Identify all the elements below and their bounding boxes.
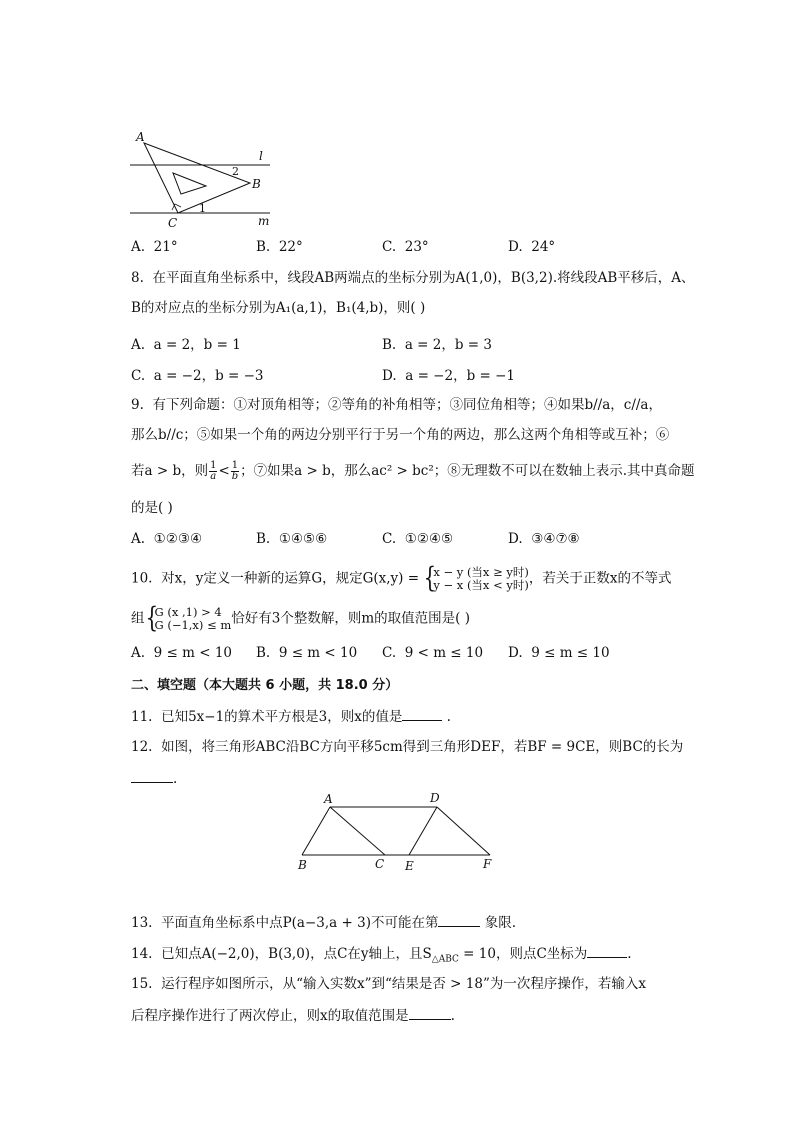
q12-figure [292, 788, 502, 876]
q8-choice-d[interactable]: D. a = −2，b = −1 [382, 368, 516, 384]
section2-heading: 二、填空题（本大题共 6 小题，共 18.0 分） [131, 678, 399, 693]
q7-figure [126, 128, 286, 230]
q10-line1: 10. 对x，y定义一种新的运算G，规定G(x,y) = { x − y (当x ≥ y时) y − x (当x < y时) ，若关于正数x的不等式 [131, 566, 671, 592]
q9-line3: 若a > b，则 $\frac{1}{a}$ < $\frac{1}{b}$ ；⑦如果a > b，那么ac² > bc²；⑧无理数不可以在数轴上表示.其中真命题 [131, 460, 695, 482]
label-l: l [259, 149, 263, 163]
q8-choice-b[interactable]: B. a = 2，b = 3 [382, 337, 492, 353]
q14-answer-blank[interactable] [587, 943, 627, 958]
q12-line2: . [131, 768, 177, 789]
q9-frac1-num: 1 [210, 460, 217, 471]
q10-choice-b[interactable]: B. 9 ≤ m < 10 [256, 645, 358, 661]
label-A: A [136, 130, 145, 144]
q8-choice-a[interactable]: A. a = 2，b = 1 [131, 337, 241, 353]
q15-answer-blank[interactable] [409, 1005, 451, 1020]
label-C: C [168, 216, 178, 230]
segment-DE [409, 807, 437, 855]
q9-frac2-den: b [231, 471, 239, 482]
q11-answer-blank[interactable] [402, 706, 442, 721]
q13-answer-blank[interactable] [438, 912, 480, 927]
q14: 14. 已知点A(−2,0)，B(3,0)，点C在y轴上，且$S_{\triangle ABC} = 10$，则点C坐标为 . [131, 943, 632, 970]
label-E: E [405, 859, 414, 873]
q7-choice-c[interactable]: C. 23° [382, 239, 429, 255]
label-C: C [375, 857, 385, 871]
q10-piecewise: { x − y (当x ≥ y时) y − x (当x < y时) [423, 566, 529, 592]
q10-choice-c[interactable]: C. 9 < m ≤ 10 [382, 645, 484, 661]
q10-choice-d[interactable]: D. 9 ≤ m ≤ 10 [508, 645, 610, 661]
segment-AB [302, 807, 330, 855]
label-angle-1: 1 [199, 202, 206, 215]
q12-answer-blank[interactable] [131, 768, 173, 783]
q8-line2: B的对应点的坐标分别为A₁(a,1)，B₁(4,b)，则( ) [131, 300, 426, 316]
triangle-outer [144, 143, 250, 213]
q9-frac1-den: a [210, 471, 217, 482]
label-A: A [324, 792, 333, 806]
q10-inequality-system: { G (x ,1) > 4 G (−1,x) ≤ m [145, 606, 232, 632]
q13: 13. 平面直角坐标系中点P(a−3,a + 3)不可能在第 象限. [131, 912, 516, 933]
q9-line4: 的是( ) [131, 500, 173, 516]
q11: 11. 已知5x−1的算术平方根是3，则x的值是 . [131, 706, 451, 727]
q15-line2: 后程序操作进行了两次停止，则x的取值范围是 . [131, 1005, 455, 1026]
segment-AC [330, 807, 385, 855]
triangle-inner [173, 173, 206, 194]
q8-choice-c[interactable]: C. a = −2，b = −3 [131, 368, 264, 384]
label-B: B [252, 177, 261, 191]
q9-frac2-num: 1 [231, 460, 239, 471]
q15-line1: 15. 运行程序如图所示，从“输入实数x”到“结果是否 > 18”为一次程序操作，若输入x [131, 976, 646, 992]
q9-line2: 那么b//c；⑤如果一个角的两边分别平行于另一个角的两边，那么这两个角相等或互补；⑥ [131, 427, 670, 443]
label-m: m [258, 214, 270, 228]
q9-choice-c[interactable]: C. ①②④⑤ [382, 531, 454, 547]
q10-choice-a[interactable]: A. 9 ≤ m < 10 [131, 645, 232, 661]
q7-choice-a[interactable]: A. 21° [131, 239, 178, 255]
label-angle-2: 2 [232, 165, 239, 178]
label-B: B [298, 858, 307, 872]
q7-choice-b[interactable]: B. 22° [256, 239, 303, 255]
q10-line2: 组 { G (x ,1) > 4 G (−1,x) ≤ m 恰好有3个整数解，则m的取值范围是( ) [131, 606, 470, 632]
q9-choice-d[interactable]: D. ③④⑦⑧ [508, 531, 580, 547]
label-D: D [430, 791, 440, 805]
q12-line1: 12. 如图，将三角形ABC沿BC方向平移5cm得到三角形DEF，若BF = 9CE，则BC的长为 [131, 739, 684, 755]
q8-line1: 8. 在平面直角坐标系中，线段AB两端点的坐标分别为A(1,0)，B(3,2).将线段AB平移后，A、 [131, 270, 695, 286]
q14-subscript: △ABC [431, 954, 459, 965]
segment-DF [437, 807, 490, 855]
q9-choice-b[interactable]: B. ①④⑤⑥ [256, 531, 328, 547]
q9-line1: 9. 有下列命题：①对顶角相等；②等角的补角相等；③同位角相等；④如果b//a，c//a， [131, 397, 662, 413]
label-F: F [483, 857, 492, 871]
q7-choice-d[interactable]: D. 24° [508, 239, 556, 255]
q9-choice-a[interactable]: A. ①②③④ [131, 531, 203, 547]
